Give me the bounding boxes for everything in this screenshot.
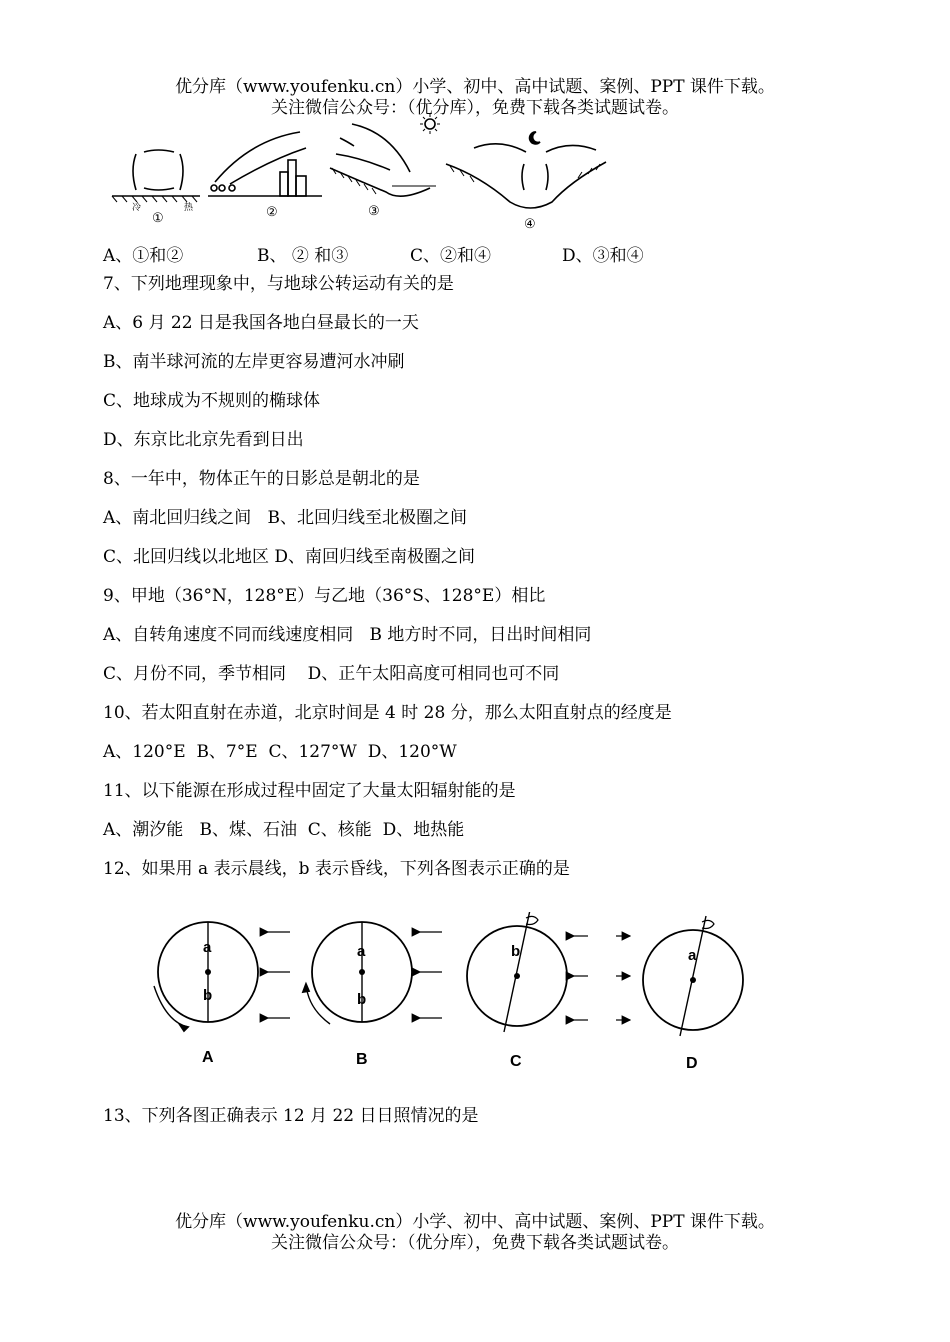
fig-label-d: D: [686, 1055, 698, 1072]
fig2-label: ②: [266, 204, 278, 219]
q6-figure: [100, 110, 620, 232]
q9-stem: 9、甲地（36°N，128°E）与乙地（36°S、128°E）相比: [103, 586, 546, 606]
q13-stem: 13、下列各图正确表示 12 月 22 日日照情况的是: [103, 1106, 479, 1126]
q8-options-1: A、南北回归线之间 B、北回归线至北极圈之间: [103, 508, 467, 528]
q7-option-b: B、南半球河流的左岸更容易遭河水冲刷: [103, 352, 405, 372]
fig-b-line-a: a: [357, 943, 366, 960]
fig1-label: ①: [152, 210, 164, 225]
q12-stem: 12、如果用 a 表示晨线，b 表示昏线，下列各图表示正确的是: [103, 859, 570, 879]
q7-option-d: D、东京比北京先看到日出: [103, 430, 304, 450]
header-line-2: 关注微信公众号：（优分库），免费下载各类试题试卷。: [271, 98, 679, 118]
fig-label-a: A: [202, 1049, 214, 1066]
q10-stem: 10、若太阳直射在赤道，北京时间是 4 时 28 分，那么太阳直射点的经度是: [103, 703, 672, 723]
q11-stem: 11、以下能源在形成过程中固定了大量太阳辐射能的是: [103, 781, 516, 801]
fig-label-c: C: [510, 1053, 522, 1070]
fig-a-line-b: b: [203, 987, 213, 1004]
q9-options-2: C、月份不同，季节相同 D、正午太阳高度可相同也可不同: [103, 664, 560, 684]
fig3-label: ③: [368, 203, 380, 218]
q7-option-a: A、6 月 22 日是我国各地白昼最长的一天: [103, 313, 419, 333]
q10-options: A、120°E B、7°E C、127°W D、120°W: [103, 742, 457, 762]
fig1-hot-label: 热: [184, 202, 194, 212]
q7-option-c: C、地球成为不规则的椭球体: [103, 391, 321, 411]
q8-stem: 8、一年中，物体正午的日影总是朝北的是: [103, 469, 420, 489]
q6-option-b: B、 ② 和③: [257, 246, 349, 266]
header-line-1: 优分库（www.youfenku.cn）小学、初中、高中试题、案例、PPT 课件下载。: [175, 77, 775, 97]
q6-option-c: C、②和④: [410, 246, 492, 266]
q9-options-1: A、自转角速度不同而线速度相同 B 地方时不同，日出时间相同: [103, 625, 592, 645]
q8-options-2: C、北回归线以北地区 D、南回归线至南极圈之间: [103, 547, 476, 567]
q7-stem: 7、下列地理现象中，与地球公转运动有关的是: [103, 274, 454, 294]
fig-a-line-a: a: [203, 939, 212, 956]
footer-line-2: 关注微信公众号：（优分库），免费下载各类试题试卷。: [271, 1233, 679, 1253]
fig-b-line-b: b: [357, 991, 367, 1008]
fig-label-b: B: [356, 1051, 368, 1068]
fig-c-line-b: b: [511, 943, 521, 960]
q12-figure: [140, 912, 760, 1077]
q6-option-d: D、③和④: [562, 246, 644, 266]
q6-option-a: A、①和②: [103, 246, 184, 266]
fig-d-line-a: a: [688, 947, 697, 964]
fig4-label: ④: [524, 216, 536, 231]
footer-line-1: 优分库（www.youfenku.cn）小学、初中、高中试题、案例、PPT 课件下载。: [175, 1212, 775, 1232]
fig1-cold-label: 冷: [132, 202, 142, 212]
q11-options: A、潮汐能 B、煤、石油 C、核能 D、地热能: [103, 820, 465, 840]
